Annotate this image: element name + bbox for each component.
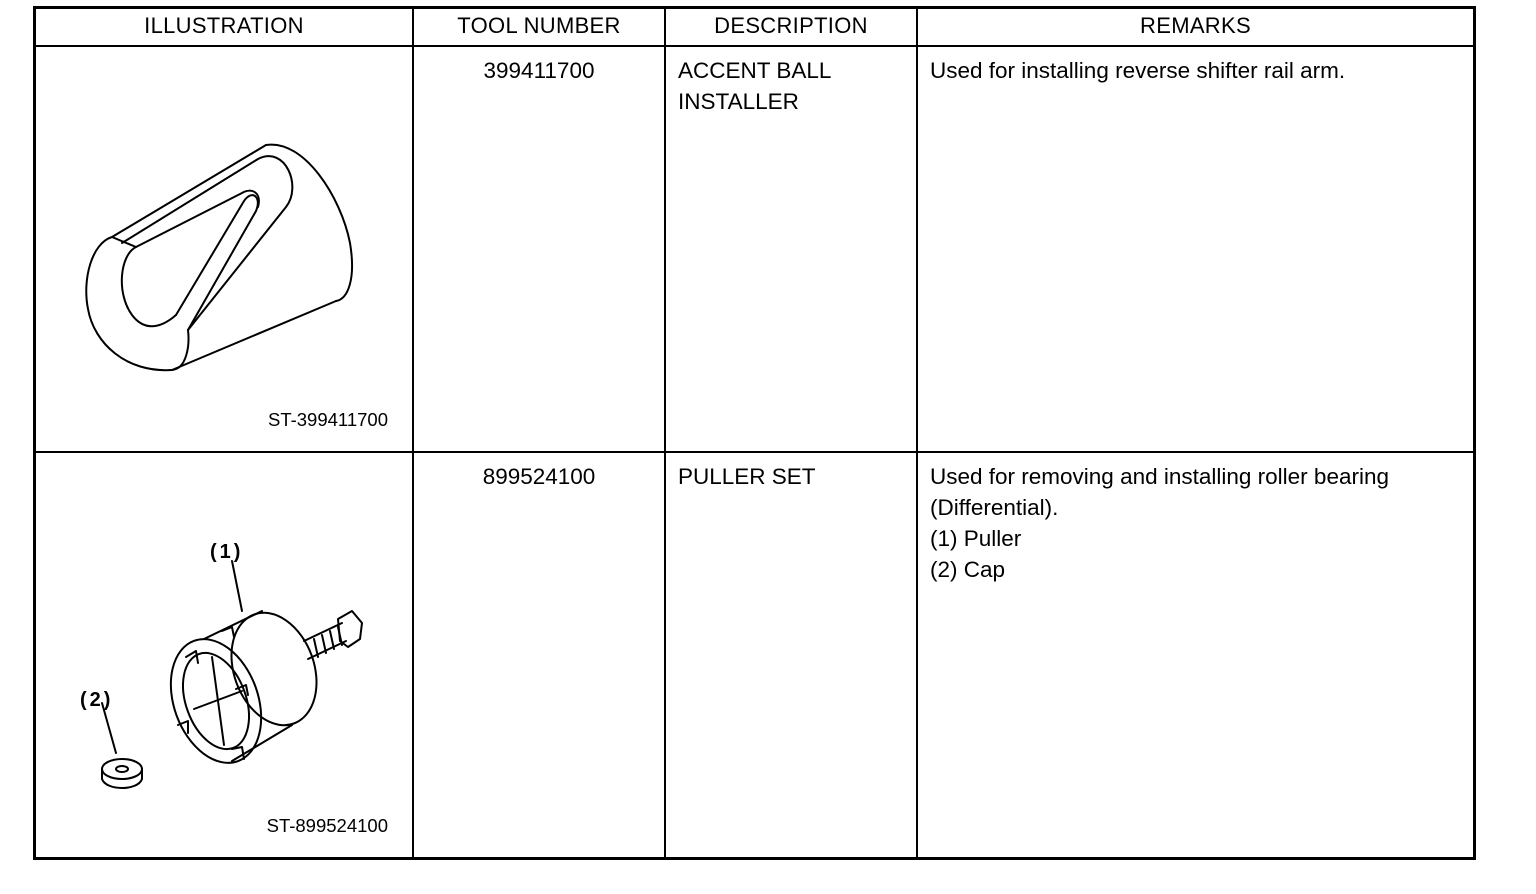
description: ACCENT BALL INSTALLER — [664, 47, 916, 451]
puller-set-icon — [36, 453, 412, 857]
special-tools-table — [33, 6, 1476, 860]
illustration-code: ST-899524100 — [266, 815, 388, 836]
table-row — [36, 45, 1473, 451]
callout-1: (1) — [210, 541, 244, 563]
remarks — [916, 47, 1473, 451]
illustration-cell — [36, 47, 412, 451]
header-description: DESCRIPTION — [664, 9, 916, 45]
header-tool-number: TOOL NUMBER — [412, 9, 664, 45]
remarks-line: Used for installing reverse shifter rail arm. — [930, 58, 1346, 83]
remarks — [916, 453, 1473, 857]
accent-ball-installer-icon — [36, 47, 412, 451]
callout-2: (2) — [80, 689, 114, 711]
remarks-line: Used for removing and installing roller bearing — [930, 464, 1389, 489]
remarks-line: (Differential). — [930, 495, 1059, 520]
table-row — [36, 451, 1473, 857]
header-illustration: ILLUSTRATION — [144, 13, 304, 38]
illustration-cell — [36, 453, 412, 857]
remarks-line: (1) Puller — [930, 526, 1022, 551]
tool-number: 899524100 — [412, 453, 664, 857]
header-remarks: REMARKS — [916, 9, 1473, 45]
tool-number: 399411700 — [412, 47, 664, 451]
remarks-line: (2) Cap — [930, 557, 1006, 582]
table-header-row — [36, 9, 1473, 45]
description: PULLER SET — [664, 453, 916, 857]
illustration-code: ST-399411700 — [267, 409, 388, 430]
